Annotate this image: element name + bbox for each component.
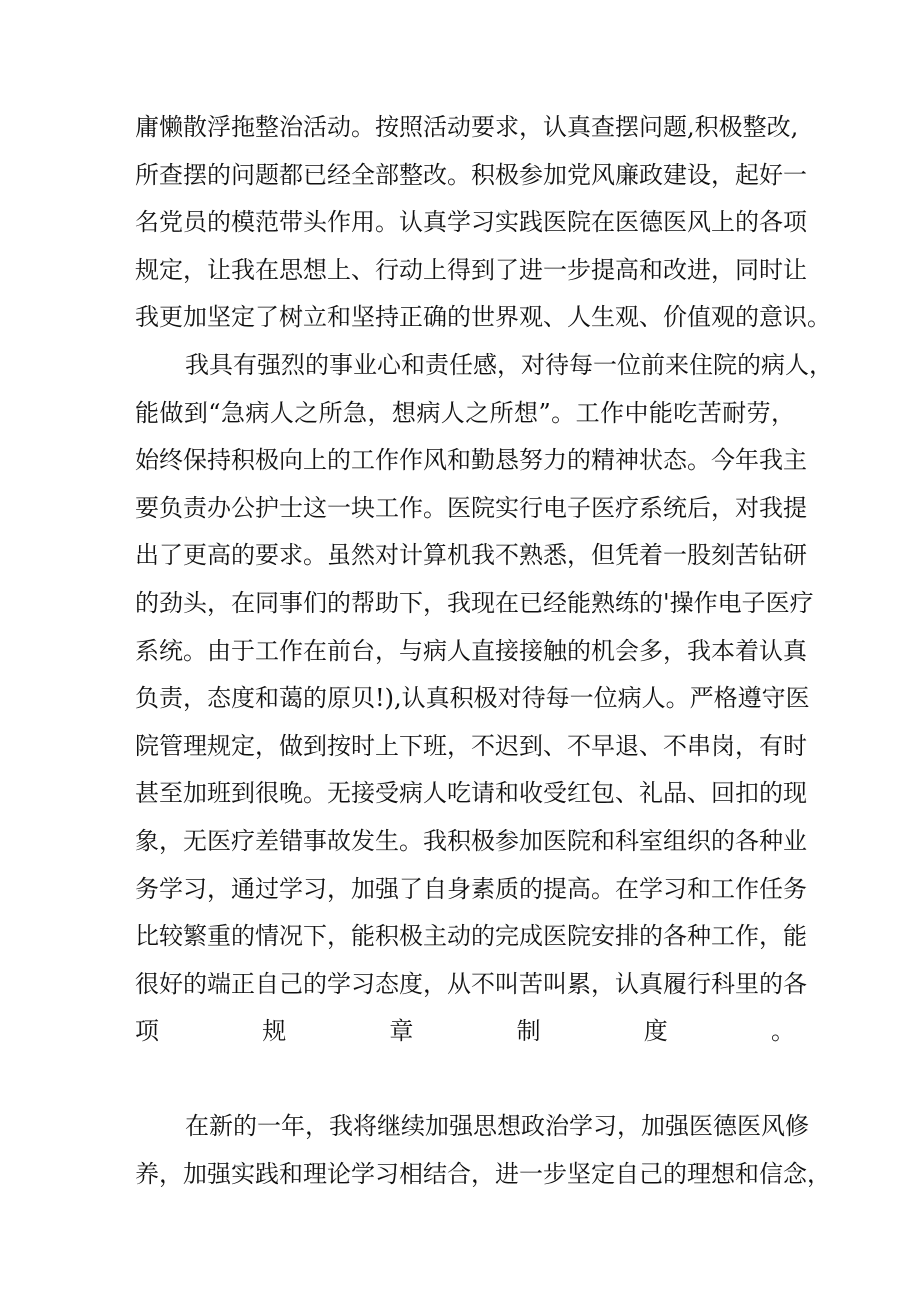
text-line: 名党员的模范带头作用。认真学习实践医院在医德医风上的各项 — [135, 208, 807, 237]
text-line: 负责，态度和蔼的原贝!),认真积极对待每一位病人。严格遵守医 — [135, 684, 810, 713]
text-line: 始终保持积极向上的工作作风和勤恳努力的精神状态。今年我主 — [135, 446, 807, 475]
text-line: 比较繁重的情况下，能积极主动的完成医院安排的各种工作，能 — [135, 922, 807, 951]
text-line: 要负责办公护士这一块工作。医院实行电子医疗系统后，对我提 — [135, 493, 807, 522]
paragraph-first-line: 我具有强烈的事业心和责任感，对待每一位前来住院的病人， — [185, 350, 833, 379]
text-line: 所查摆的问题都已经全部整改。积极参加党风廉政建设，起好一 — [135, 160, 807, 189]
text-line: 出了更高的要求。虽然对计算机我不熟悉，但凭着一股刻苦钻研 — [135, 541, 807, 570]
paragraph-first-line: 在新的一年，我将继续加强思想政治学习，加强医德医风修 — [185, 1112, 809, 1141]
document-body — [135, 104, 833, 1199]
text-line: 养，加强实践和理论学习相结合，进一步坚定自己的理想和信念， — [135, 1160, 831, 1189]
text-line: 项规章制度。 — [135, 1017, 795, 1046]
text-line: 庸懒散浮拖整治活动。按照活动要求，认真查摆问题,积极整改, — [135, 113, 799, 141]
text-line: 的劲头，在同事们的帮助下，我现在已经能熟练的'操作电子医疗 — [135, 588, 814, 617]
text-line: 很好的端正自己的学习态度，从不叫苦叫累，认真履行科里的各 — [135, 969, 807, 998]
text-line: 能做到“急病人之所急，想病人之所想”。工作中能吃苦耐劳， — [135, 398, 795, 427]
text-line: 院管理规定，做到按时上下班，不迟到、不早退、不串岗，有时 — [135, 731, 807, 760]
text-line: 系统。由于工作在前台，与病人直接接触的机会多，我本着认真 — [135, 636, 807, 665]
text-line: 务学习，通过学习，加强了自身素质的提高。在学习和工作任务 — [135, 874, 807, 903]
text-line: 甚至加班到很晚。无接受病人吃请和收受红包、礼品、回扣的现 — [135, 779, 807, 808]
text-line: 象，无医疗差错事故发生。我积极参加医院和科室组织的各种业 — [135, 826, 807, 855]
text-line: 我更加坚定了树立和坚持正确的世界观、人生观、价值观的意识。 — [135, 303, 831, 332]
text-line — [135, 1056, 795, 1104]
text-line: 规定，让我在思想上、行动上得到了进一步提高和改进，同时让 — [135, 255, 807, 284]
